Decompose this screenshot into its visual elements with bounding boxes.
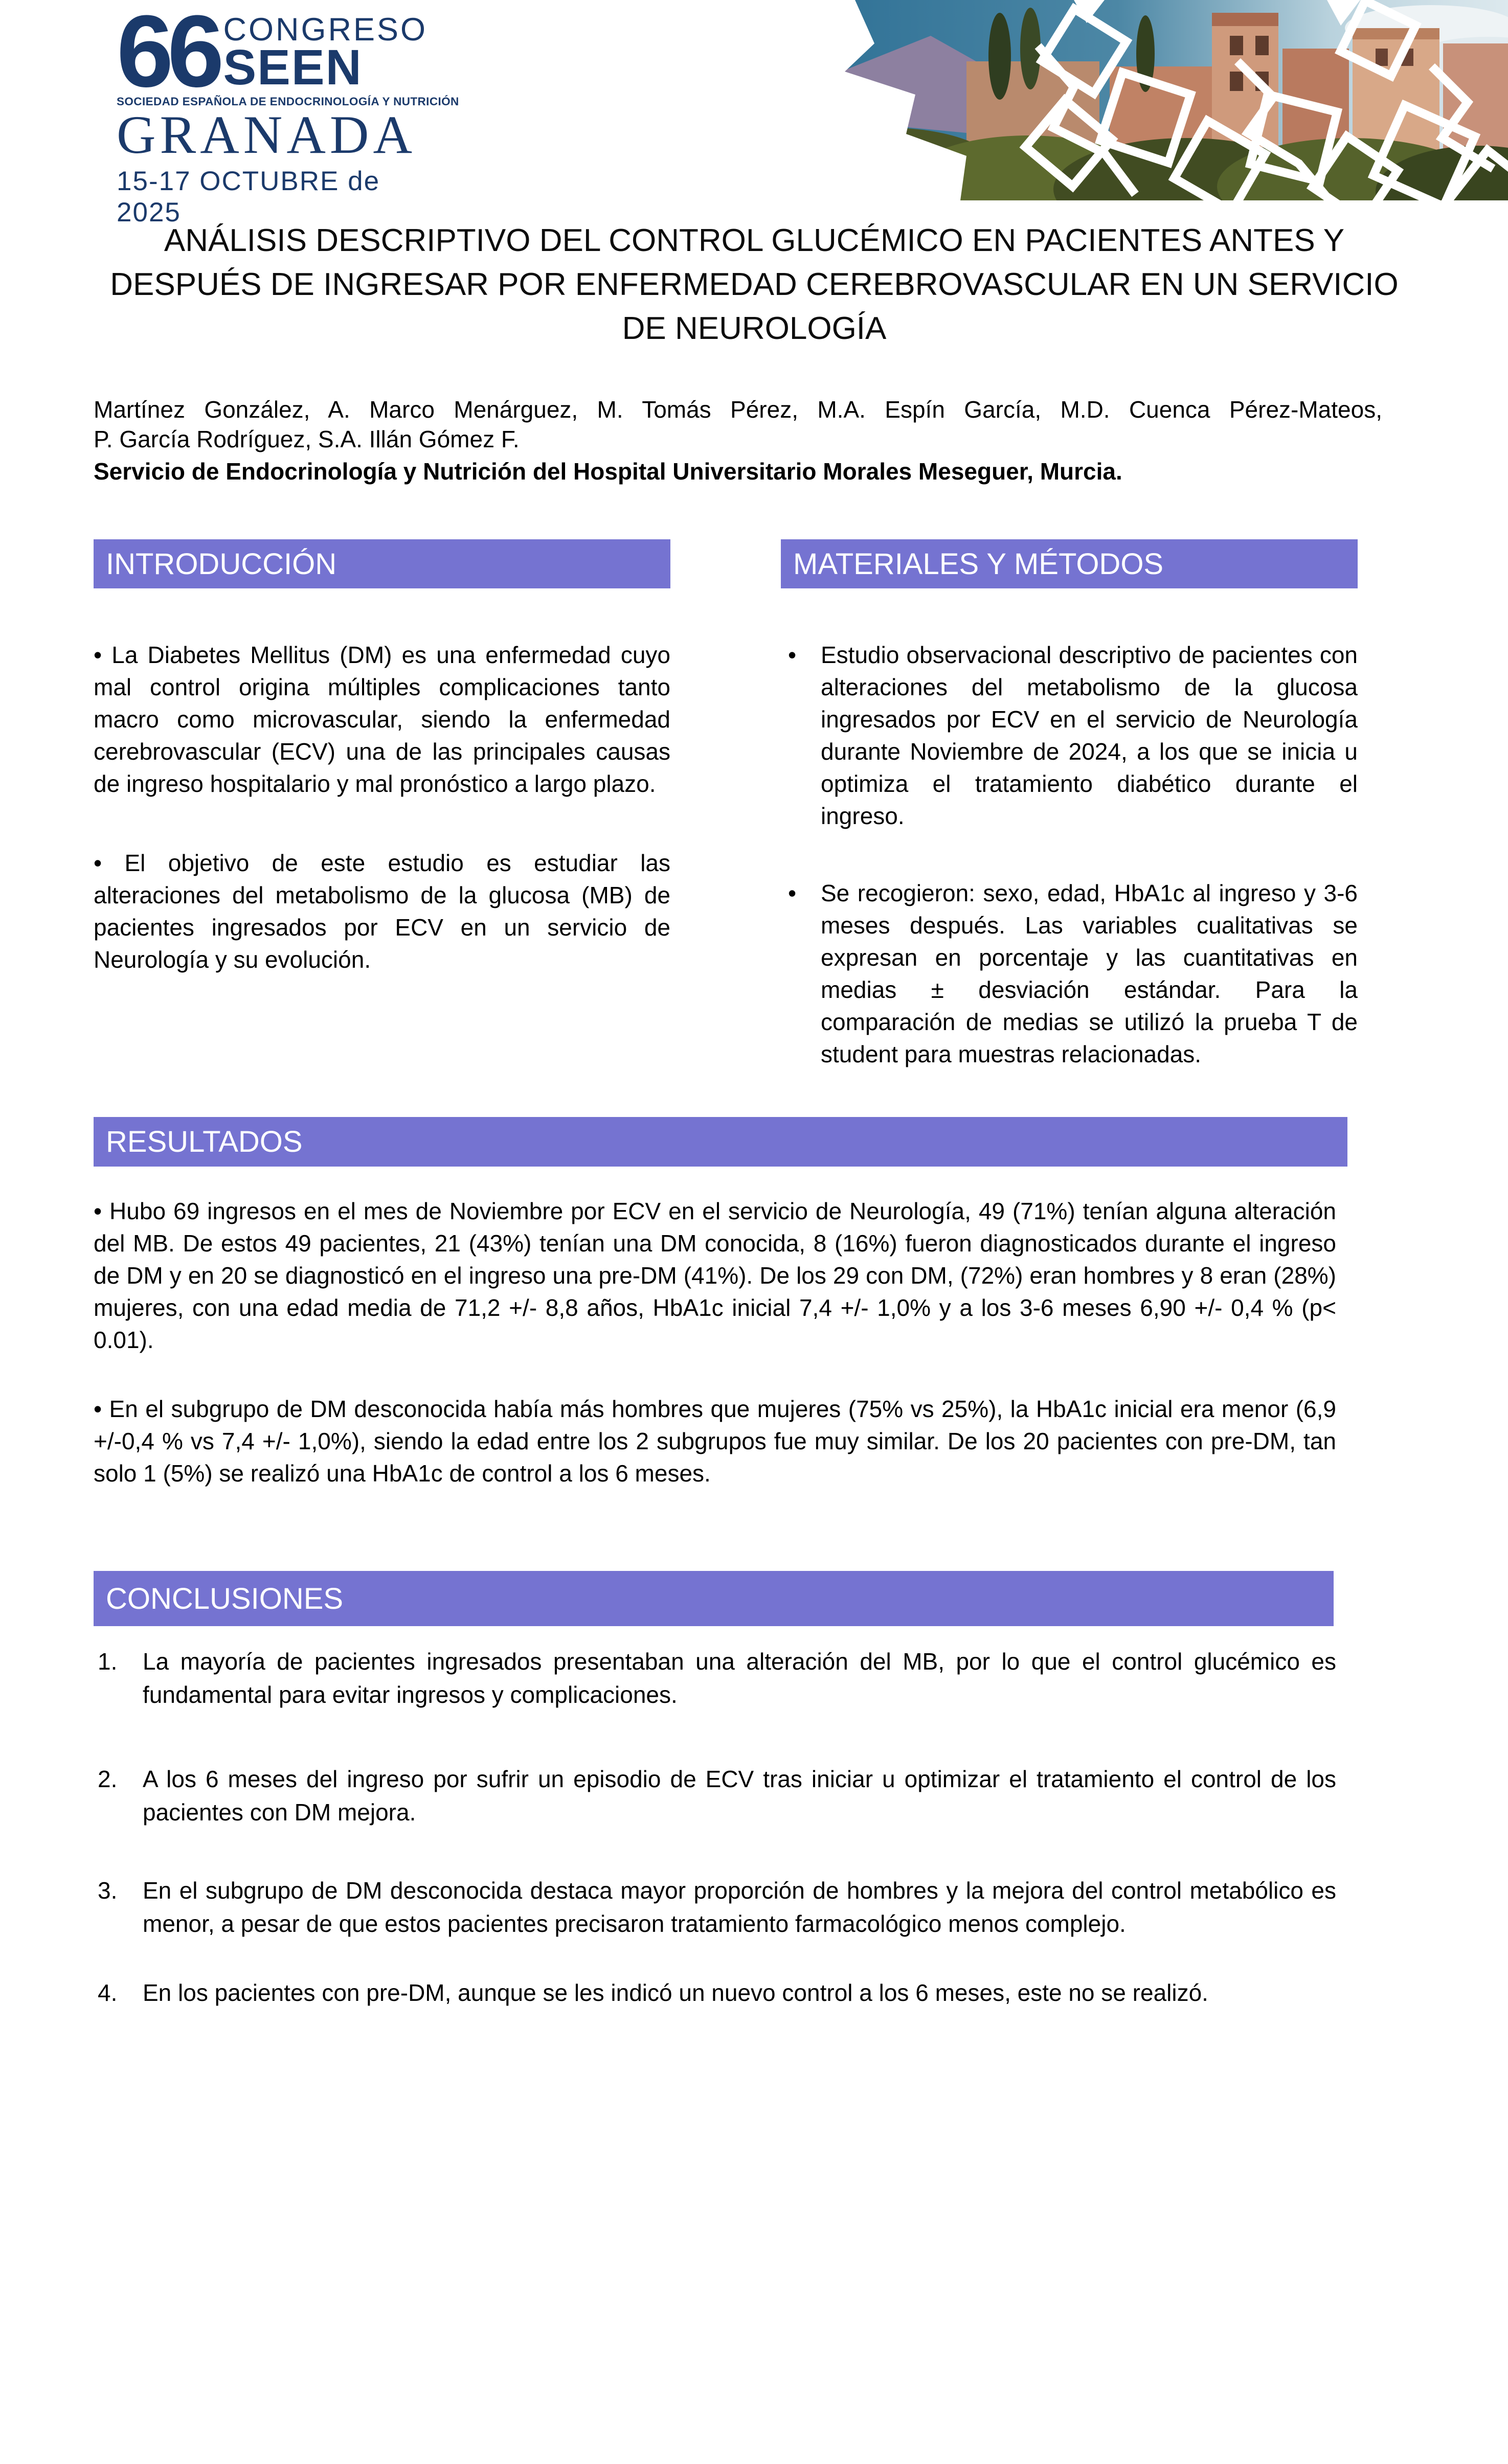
logo-dates: 15-17 OCTUBRE de 2025 [117, 166, 380, 227]
methods-bullet-1 [781, 639, 1358, 832]
introduction-bullet-1: • La Diabetes Mellitus (DM) es una enfermedad cuyo mal control origina múltiples complicaciones tanto macro como microvascular, siendo la enfermedad cerebrovascular (ECV) una de las principales causas de ingreso hospitalario y mal pronóstico a largo plazo. [94, 642, 670, 797]
introduction-bullet-2: • El objetivo de este estudio es estudiar las alteraciones del metabolismo de la glucosa (MB) de pacientes ingresados por ECV en un servicio de Neurología y su evolución. [94, 850, 670, 973]
authors-line2: P. García Rodríguez, S.A. Illán Gómez F. [94, 426, 520, 452]
congress-logo [117, 0, 459, 228]
section-heading-results: RESULTADOS [94, 1117, 1347, 1167]
affiliation: Servicio de Endocrinología y Nutrición del Hospital Universitario Morales Meseguer, Murcia. [94, 458, 1122, 485]
authors-line1: Martínez González, A. Marco Menárguez, M. Tomás Pérez, M.A. Espín García, M.D. Cuenca Pérez-Mateos, [94, 396, 1382, 423]
logo-number: 66 [117, 0, 218, 108]
conclusion-text-1: La mayoría de pacientes ingresados presentaban una alteración del MB, por lo que el control glucémico es fundamental para evitar ingresos y complicaciones. [143, 1648, 1336, 1708]
conclusions-list [94, 1645, 1336, 2010]
poster-title-line3: DE NEUROLOGÍA [622, 311, 887, 346]
conclusion-number-1: 1. [98, 1648, 118, 1675]
results-bullet-2: • En el subgrupo de DM desconocida había más hombres que mujeres (75% vs 25%), la HbA1c inicial era menor (6,9 +/-0,4 % vs 7,4 +/- 1,0%), siendo la edad entre los 2 subgrupos fue muy similar. De los 20 pacientes con pre-DM, tan solo 1 (5%) se realizó una HbA1c de control a los 6 meses. [94, 1396, 1336, 1487]
results-text [94, 1195, 1336, 1526]
bullet-icon: • [788, 642, 797, 668]
conclusion-number-2: 2. [98, 1766, 118, 1792]
section-heading-conclusions: CONCLUSIONES [94, 1571, 1334, 1626]
conclusion-item-4 [94, 1976, 1336, 2010]
section-heading-introduction: INTRODUCCIÓN [94, 539, 670, 588]
introduction-text [94, 639, 670, 1023]
conclusion-item-3 [94, 1874, 1336, 1941]
section-heading-methods: MATERIALES Y MÉTODOS [781, 539, 1358, 588]
conclusion-text-4: En los pacientes con pre-DM, aunque se les indicó un nuevo control a los 6 meses, este no se realizó. [143, 1979, 1208, 2006]
conclusion-item-1 [94, 1645, 1336, 1712]
poster-title [61, 219, 1447, 351]
logo-city: GRANADA [117, 105, 416, 165]
poster-title-line1: ANÁLISIS DESCRIPTIVO DEL CONTROL GLUCÉMICO EN PACIENTES ANTES Y [164, 223, 1345, 258]
logo-congress-word: CONGRESO [223, 12, 428, 48]
results-bullet-1: • Hubo 69 ingresos en el mes de Noviembre por ECV en el servicio de Neurología, 49 (71%) tenían alguna alteración del MB. De estos 49 pacientes, 21 (43%) tenían una DM conocida, 8 (16%) fueron diagnosticados durante el ingreso de DM y en 20 se diagnosticó en el ingreso una pre-DM (41%). De los 29 con DM, (72%) eran hombres y 8 eran (28%) mujeres, con una edad media de 71,2 +/- 8,8 años, HbA1c inicial 7,4 +/- 1,0% y a los 3-6 meses 6,90 +/- 0,4 % (p< 0.01). [94, 1198, 1336, 1353]
poster-title-line2: DESPUÉS DE INGRESAR POR ENFERMEDAD CEREBROVASCULAR EN UN SERVICIO [110, 267, 1399, 302]
logo-society-name: SOCIEDAD ESPAÑOLA DE ENDOCRINOLOGÍA Y NUTRICIÓN [117, 95, 459, 108]
conclusion-number-4: 4. [98, 1979, 118, 2006]
logo-seen-acronym: SEEN [223, 39, 363, 95]
conclusion-item-2 [94, 1763, 1336, 1829]
granada-artwork-image [798, 0, 1508, 200]
bullet-icon: • [788, 880, 797, 906]
conclusion-text-3: En el subgrupo de DM desconocida destaca mayor proporción de hombres y la mejora del control metabólico es menor, a pesar de que estos pacientes precisaron tratamiento farmacológico menos complejo. [143, 1877, 1336, 1937]
methods-bullet-2 [781, 877, 1358, 1070]
conclusion-number-3: 3. [98, 1877, 118, 1904]
methods-text [781, 639, 1358, 1115]
conclusion-text-2: A los 6 meses del ingreso por sufrir un episodio de ECV tras iniciar u optimizar el tratamiento el control de los pacientes con DM mejora. [143, 1766, 1336, 1826]
authors-block [94, 395, 1382, 486]
methods-bullet-1-text: Estudio observacional descriptivo de pacientes con alteraciones del metabolismo de la glucosa ingresados por ECV en el servicio de Neurología durante Noviembre de 2024, a los que se inicia u optimiza el tratamiento diabético durante el ingreso. [821, 642, 1358, 829]
methods-bullet-2-text: Se recogieron: sexo, edad, HbA1c al ingreso y 3-6 meses después. Las variables cualitativas se expresan en porcentaje y las cuantitativas en medias ± desviación estándar. Para la comparación de medias se utilizó la prueba T de student para muestras relacionadas. [821, 880, 1358, 1067]
